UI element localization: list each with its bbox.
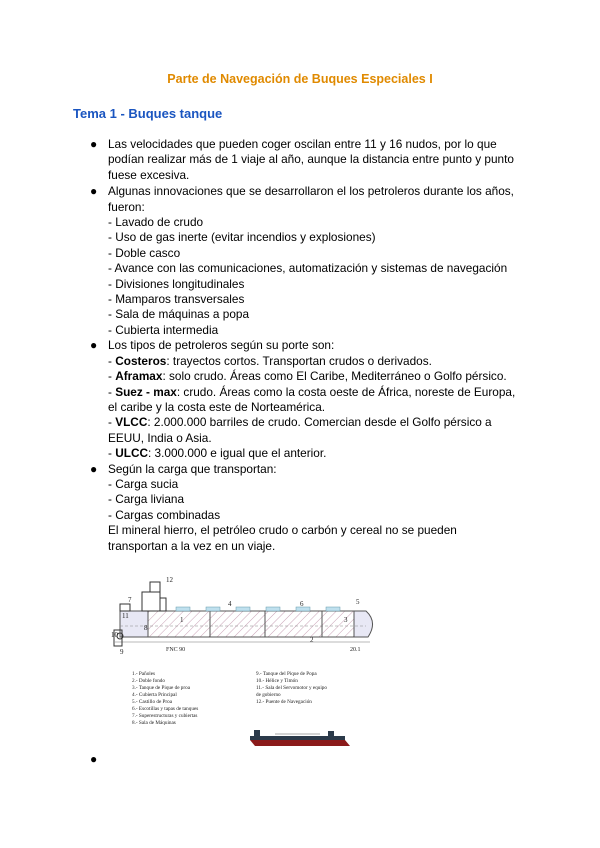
axis-label: FNC 90 bbox=[166, 647, 186, 653]
label-2: 2 bbox=[310, 636, 314, 644]
label-9: 9 bbox=[120, 648, 124, 656]
sub-item: - Avance con las comunicaciones, automatización y sistemas de navegación bbox=[108, 261, 508, 276]
tanker-type-desc: : 3.000.000 e igual que el anterior. bbox=[147, 446, 327, 461]
sub-item: - Carga liviana bbox=[108, 492, 185, 507]
text-line: Según la carga que transportan: bbox=[108, 461, 277, 476]
tanker-type-cont: el caribe y la costa este de Norteamérica. bbox=[108, 399, 326, 414]
tanker-type-desc: : crudo. Áreas como la costa oeste de África, noreste de Europa, bbox=[176, 384, 516, 399]
page-title: Parte de Navegación de Buques Especiales I bbox=[167, 72, 433, 86]
legend-item: 5.- Castillo de Proa bbox=[132, 699, 173, 705]
legend-item: 3.- Tanque de Pique de proa bbox=[132, 685, 191, 691]
legend-item: 10.- Hélice y Timón bbox=[256, 678, 298, 684]
deck-hatches bbox=[176, 607, 340, 611]
sub-item: - Uso de gas inerte (evitar incendios y explosiones) bbox=[108, 230, 376, 245]
label-7: 7 bbox=[128, 596, 132, 604]
tanker-type: - ULCC: 3.000.000 e igual que el anterior. bbox=[108, 446, 327, 461]
sub-item: - Carga sucia bbox=[108, 476, 179, 491]
text-line: Algunas innovaciones que se desarrollaron el los petroleros durante los años, bbox=[108, 184, 514, 199]
ship-hull bbox=[115, 611, 373, 642]
legend-item: 1.- Pañoles bbox=[132, 671, 156, 677]
sub-item: - Cargas combinadas bbox=[108, 507, 221, 522]
bullet-dot: ● bbox=[90, 461, 98, 476]
label-5: 5 bbox=[356, 598, 360, 606]
tanker-type-desc: : solo crudo. Áreas como El Caribe, Mediterráneo o Golfo pérsico. bbox=[162, 369, 507, 384]
tanker-type-desc: : 2.000.000 barriles de crudo. Comercian desde el Golfo pérsico a bbox=[147, 415, 492, 430]
tanker-type-name: Aframax bbox=[115, 369, 163, 384]
label-1: 1 bbox=[180, 616, 184, 624]
tanker-type: - Aframax: solo crudo. Áreas como El Caribe, Mediterráneo o Golfo pérsico. bbox=[108, 369, 507, 384]
legend-item: 8.- Sala de Máquinas bbox=[132, 720, 176, 726]
text-line: Los tipos de petroleros según su porte son: bbox=[108, 338, 335, 353]
legend-item: 9.- Tanque del Pique de Popa bbox=[256, 671, 317, 677]
text-line: podían realizar más de 1 viaje al año, aunque la distancia entre punto y punto bbox=[108, 152, 514, 167]
label-11: 11 bbox=[122, 612, 129, 620]
legend-item: 6.- Escotillas y tapas de tanques bbox=[132, 706, 199, 712]
tanker-type-cont: EEUU, India o Asia. bbox=[108, 430, 212, 445]
bullet-list bbox=[88, 137, 528, 554]
text-line: El mineral hierro, el petróleo crudo o carbón y cereal no se pueden bbox=[108, 523, 457, 538]
tanker-type: - VLCC: 2.000.000 barriles de crudo. Comercian desde el Golfo pérsico a bbox=[108, 415, 492, 430]
tanker-type-name: VLCC bbox=[115, 415, 148, 430]
tanker-type-name: ULCC bbox=[115, 446, 148, 461]
label-4: 4 bbox=[228, 600, 232, 608]
text-line: fueron: bbox=[108, 199, 145, 214]
tanker-type-name: Suez - max bbox=[115, 384, 177, 399]
superstructure bbox=[120, 582, 166, 611]
bullet-dot: ● bbox=[90, 137, 98, 151]
list-item bbox=[88, 338, 528, 461]
list-item bbox=[88, 137, 528, 183]
sub-item: - Divisiones longitudinales bbox=[108, 276, 245, 291]
diagram-legend bbox=[132, 671, 327, 726]
tanker-type-name: Costeros bbox=[115, 353, 167, 368]
tanker-type: - Costeros: trayectos cortos. Transportan crudos o derivados. bbox=[108, 353, 432, 368]
sub-item: - Lavado de crudo bbox=[108, 215, 204, 230]
sub-item: - Cubierta intermedia bbox=[108, 322, 219, 337]
label-3: 3 bbox=[344, 616, 348, 624]
legend-item: 12.- Puente de Navegación bbox=[256, 699, 312, 705]
text-line: transportan a la vez en un viaje. bbox=[108, 538, 276, 553]
list-item bbox=[88, 184, 528, 338]
empty-bullet: ● bbox=[90, 752, 98, 766]
label-12: 12 bbox=[166, 576, 173, 584]
bullet-dot: ● bbox=[90, 184, 98, 199]
label-6: 6 bbox=[300, 600, 304, 608]
list-item bbox=[88, 462, 528, 554]
axis-label: 20.1 bbox=[350, 647, 361, 653]
sub-item: - Mamparos transversales bbox=[108, 292, 245, 307]
tanker-type: - Suez - max: crudo. Áreas como la costa oeste de África, noreste de Europa, bbox=[108, 384, 516, 399]
legend-item: 2.- Doble fondo bbox=[132, 678, 165, 684]
text-line: fuese excesiva. bbox=[108, 167, 190, 182]
sub-item: - Sala de máquinas a popa bbox=[108, 307, 250, 322]
legend-item: 4.- Cubierta Principal bbox=[132, 692, 177, 698]
text-line: Las velocidades que pueden coger oscilan entre 11 y 16 nudos, por lo que bbox=[108, 137, 497, 151]
legend-item: 7.- Superestructuras y cubiertas bbox=[132, 713, 198, 719]
section-title: Tema 1 - Buques tanque bbox=[73, 106, 223, 121]
ship-silhouette bbox=[250, 730, 350, 746]
label-8: 8 bbox=[144, 624, 148, 632]
sub-item: - Doble casco bbox=[108, 245, 181, 260]
tanker-type-desc: : trayectos cortos. Transportan crudos o derivados. bbox=[166, 353, 432, 368]
bullet-dot: ● bbox=[90, 338, 98, 353]
label-10: 10 bbox=[111, 631, 118, 639]
legend-item: 11.- Sala del Servomotor y equipo bbox=[256, 685, 327, 691]
legend-item: de gobierno bbox=[256, 692, 281, 698]
tanker-diagram bbox=[110, 574, 380, 754]
